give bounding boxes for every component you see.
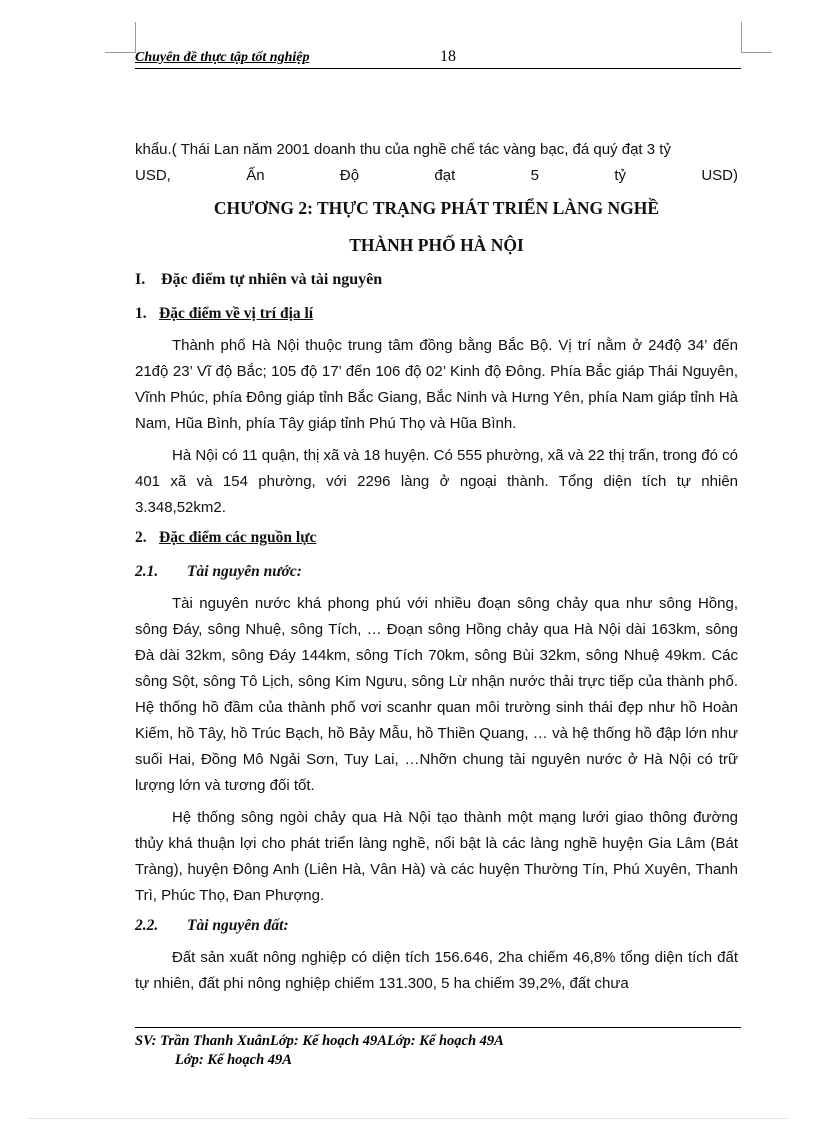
paragraph-river-network: Hệ thống sông ngòi chảy qua Hà Nội tạo thành một mạng lưới giao thông đường thủy khá thuận lợi cho phát triển làng nghề, nổi bật là các làng nghề huyện Gia Lâm (Bát Tràng), huyện Đông Anh (Liên Hà, Vân Hà) và các huyện Thường Tín, Phú Xuyên, Thanh Trì, Phúc Thọ, Đan Phượng.: [135, 809, 738, 904]
paragraph-administrative: Hà Nội có 11 quận, thị xã và 18 huyện. Có 555 phường, xã và 22 thị trấn, trong đó có 401 xã và 154 phường, với 2296 làng ở ngoại thành. Tổng diện tích tự nhiên 3.348,52km2.: [135, 447, 738, 516]
intro-word: Ấn: [246, 167, 265, 184]
subsection-title: Đặc điểm về vị trí địa lí: [159, 305, 314, 322]
intro-word: tỷ: [614, 167, 626, 184]
subsection-title: Tài nguyên đất:: [187, 917, 289, 934]
section-heading-I: [135, 265, 738, 295]
subsection-heading-1: [135, 299, 738, 329]
page-body: [135, 137, 738, 997]
page-number: 18: [440, 48, 456, 65]
intro-word: Độ: [339, 167, 360, 184]
paragraph-land-resources: Đất sản xuất nông nghiệp có diện tích 156.646, 2ha chiếm 46,8% tổng diện tích đất tự nhiên, đất phi nông nghiệp chiếm 131.300, 5 ha chiếm 39,2%, đất chưa: [135, 949, 738, 992]
section-number: I.: [135, 271, 146, 288]
intro-word: đạt: [434, 167, 456, 184]
intro-line: khẩu.( Thái Lan năm 2001 doanh thu của nghề chế tác vàng bạc, đá quý đạt 3 tỷ: [135, 141, 671, 158]
subsection-title: Tài nguyên nước:: [187, 563, 302, 580]
subsection-heading-2: [135, 523, 738, 553]
subsection-title: Đặc điểm các nguồn lực: [159, 529, 317, 546]
page-corner-mark-right: [741, 22, 772, 53]
chapter-title-line2: THÀNH PHỐ HÀ NỘI: [349, 235, 524, 255]
page-bottom-divider: [28, 1118, 788, 1119]
page-corner-mark-left: [105, 22, 136, 53]
footer-line-1: SV: Trần Thanh XuânLớp: Kế hoạch 49ALớp: Kế hoạch 49A: [135, 1033, 504, 1049]
page-footer: [135, 1027, 741, 1070]
page-header: [135, 48, 741, 69]
subsection-heading-2-2: [135, 911, 738, 941]
header-title: Chuyên đề thực tập tốt nghiệp: [135, 50, 310, 65]
intro-word: USD,: [135, 167, 171, 184]
subsection-number: 2.2.: [135, 917, 159, 934]
paragraph-location: Thành phố Hà Nội thuộc trung tâm đồng bằng Bắc Bộ. Vị trí nằm ở 24độ 34’ đến 21độ 23’ Vĩ độ Bắc; 105 độ 17’ đến 106 độ 02’ Kinh độ Đông. Phía Bắc giáp Thái Nguyên, Vĩnh Phúc, phía Đông giáp tỉnh Bắc Giang, Bắc Ninh và Hưng Yên, phía Nam giáp tỉnh Hà Nam, Hũa Bình, phía Tây giáp tỉnh Phú Thọ và Hũa Bình.: [135, 337, 738, 432]
intro-word: USD): [701, 167, 738, 184]
paragraph-water-resources: Tài nguyên nước khá phong phú với nhiều đoạn sông chảy qua như sông Hồng, sông Đáy, sông Nhuệ, sông Tích, … Đoạn sông Hồng chảy qua Hà Nội dài 163km, sông Đà dài 32km, sông Đáy 144km, sông Tích 70km, sông Bùi 32km, sông Nhuệ 49km. Các sông Sột, sông Tô Lịch, sông Kim Ngưu, sông Lừ nhận nước thải trực tiếp của thành phố. Hệ thống hồ đầm của thành phố vơi scanhr quan môi trường sinh thái đẹp như hồ Hoàn Kiếm, hồ Tây, hồ Trúc Bạch, hồ Bảy Mẫu, hồ Thiền Quang, … và hệ thống hồ đập lớn như suối Hai, Đồng Mô Ngải Sơn, Tuy Lai, …Nhỡn chung tài nguyên nước ở Hà Nội có trữ lượng lớn và tương đối tốt.: [135, 595, 738, 794]
intro-word: 5: [530, 167, 539, 184]
chapter-title-line1: CHƯƠNG 2: THỰC TRẠNG PHÁT TRIỂN LÀNG NGHỀ: [213, 198, 660, 218]
subsection-number: 1.: [135, 305, 147, 322]
section-title: Đặc điểm tự nhiên và tài nguyên: [161, 271, 383, 288]
intro-spread-line: [135, 163, 738, 189]
subsection-number: 2.: [135, 529, 147, 546]
subsection-heading-2-1: [135, 557, 738, 587]
subsection-number: 2.1.: [135, 563, 159, 580]
footer-line-2: Lớp: Kế hoạch 49A: [175, 1052, 292, 1068]
